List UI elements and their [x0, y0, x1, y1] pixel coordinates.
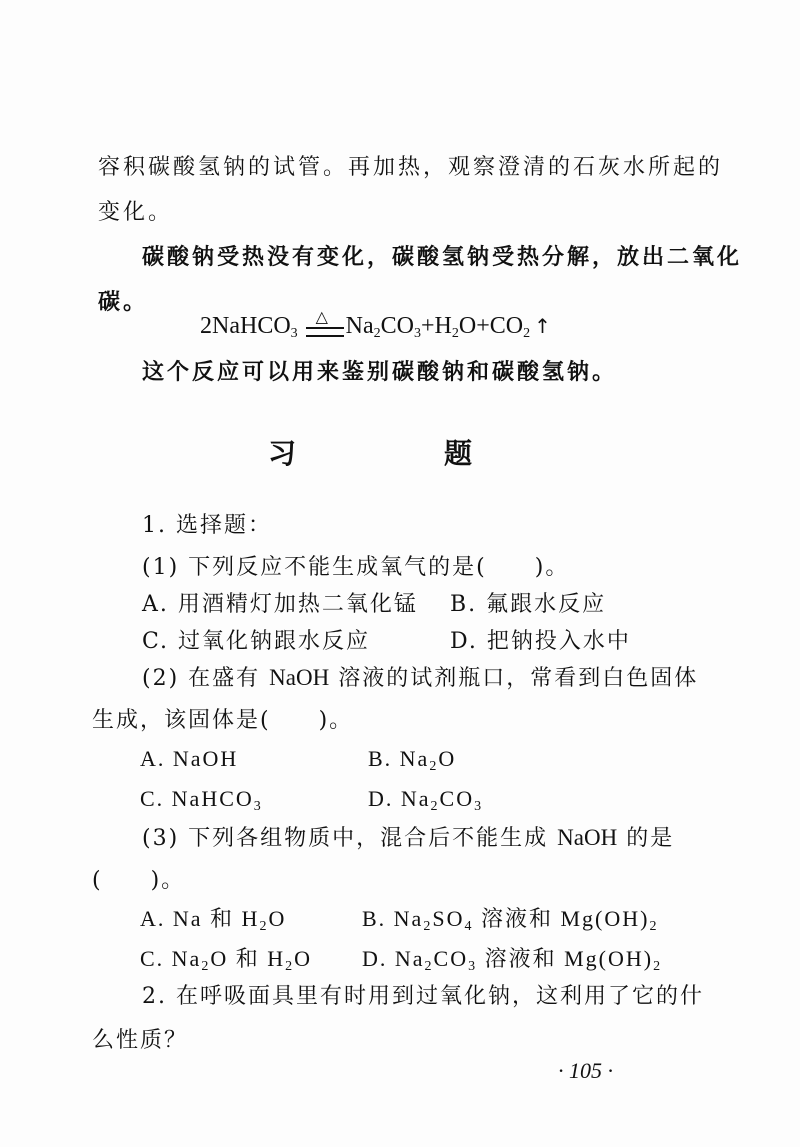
option-text: 溶液和 Mg(OH) — [473, 906, 650, 931]
subscript: 2 — [430, 799, 440, 814]
body-line-1: 容积碳酸氢钠的试管。再加热，观察澄清的石灰水所起的 — [98, 155, 724, 180]
question-1-3-option-b — [362, 904, 658, 934]
subscript: 2 — [653, 959, 663, 974]
body-line-4: 碳。 — [98, 289, 149, 315]
question-1-3-stem-line-1 — [142, 823, 674, 854]
subscript: 2 — [285, 959, 295, 974]
subscript: 2 — [259, 919, 269, 934]
option-text: O — [268, 906, 287, 931]
question-2-line-2: 么性质？ — [92, 1028, 189, 1053]
subscript: 4 — [464, 919, 474, 934]
subscript: 3 — [468, 959, 478, 974]
eq-reactant: 2NaHCO — [200, 313, 291, 339]
option-text: 溶液和 Mg(OH) — [477, 946, 654, 971]
stem-text: (3) 下列各组物质中，混合后不能生成 — [142, 826, 558, 851]
question-1-2-option-d — [368, 784, 483, 814]
question-1-heading: 1. 选择题： — [142, 513, 272, 538]
option-text: O — [294, 946, 312, 971]
option-text: C. Na — [140, 946, 202, 971]
question-2-line-1: 2. 在呼吸面具里有时用到过氧化钠，这利用了它的什 — [142, 984, 704, 1009]
question-1-3-stem-line-2: ( )。 — [92, 868, 186, 893]
question-1-3-option-c — [140, 944, 312, 974]
gas-arrow-icon: ↑ — [534, 314, 551, 338]
eq-subscript: 3 — [290, 326, 298, 341]
option-text: D. Na — [368, 786, 431, 811]
question-1-2-stem-line-2: 生成，该固体是( )。 — [92, 708, 354, 733]
question-1-1-option-d: D. 把钠投入水中 — [450, 629, 631, 654]
eq-product-3: CO — [489, 313, 524, 339]
option-text: B. Na — [362, 906, 424, 931]
option-text: CO — [433, 946, 469, 971]
question-1-1-option-b: B. 氟跟水反应 — [450, 592, 607, 617]
subscript: 2 — [429, 759, 439, 774]
stem-text: (2) 在盛有 — [142, 666, 270, 691]
chemical-equation — [200, 307, 551, 341]
option-text: A. Na 和 H — [140, 906, 260, 931]
body-line-3: 碳酸钠受热没有变化，碳酸氢钠受热分解，放出二氧化 — [142, 244, 743, 270]
subscript: 2 — [201, 959, 211, 974]
stem-text: 的是 — [617, 826, 675, 851]
eq-subscript: 2 — [523, 326, 531, 341]
question-1-1-option-a: A. 用酒精灯加热二氧化锰 — [142, 592, 418, 617]
question-1-3-option-d — [362, 944, 662, 974]
option-text: O — [438, 746, 457, 771]
eq-product-2-part: O — [458, 313, 477, 339]
question-1-2-option-b — [368, 744, 456, 774]
question-1-1-stem: (1) 下列反应不能生成氧气的是( )。 — [142, 555, 570, 580]
eq-subscript: 3 — [413, 326, 421, 341]
body-line-5: 这个反应可以用来鉴别碳酸钠和碳酸氢钠。 — [142, 359, 618, 385]
question-1-3-option-a — [140, 904, 286, 934]
eq-product-2: H — [434, 313, 452, 339]
question-1-1-option-c: C. 过氧化钠跟水反应 — [142, 629, 371, 654]
body-line-2: 变化。 — [98, 200, 174, 225]
question-1-2-option-c — [140, 784, 263, 814]
question-1-2-stem-line-1 — [142, 663, 698, 694]
eq-plus: + — [420, 313, 435, 339]
option-text: O 和 H — [210, 946, 286, 971]
heat-equals-sign — [306, 307, 344, 339]
section-title: 习 题 — [267, 437, 532, 470]
heat-triangle-icon: △ — [315, 307, 328, 327]
option-text: D. Na — [362, 946, 425, 971]
subscript: 3 — [474, 799, 484, 814]
eq-product-1: Na — [345, 313, 374, 339]
option-text: C. NaHCO — [140, 786, 254, 811]
formula: NaOH — [557, 825, 618, 850]
eq-subscript: 2 — [451, 326, 459, 341]
stem-text: 溶液的试剂瓶口，常看到白色固体 — [329, 666, 699, 691]
option-text: SO — [432, 906, 465, 931]
subscript: 2 — [424, 959, 434, 974]
option-text: CO — [439, 786, 475, 811]
subscript: 2 — [649, 919, 659, 934]
double-bar — [306, 327, 344, 337]
question-1-2-option-a: A. NaOH — [140, 746, 239, 771]
option-text: B. Na — [368, 746, 430, 771]
subscript: 2 — [423, 919, 433, 934]
subscript: 3 — [253, 799, 263, 814]
eq-subscript: 2 — [373, 326, 381, 341]
eq-plus: + — [476, 313, 490, 339]
formula: NaOH — [269, 665, 330, 690]
eq-product-1-part: CO — [380, 313, 414, 339]
page-number: · 105 · — [558, 1058, 613, 1083]
